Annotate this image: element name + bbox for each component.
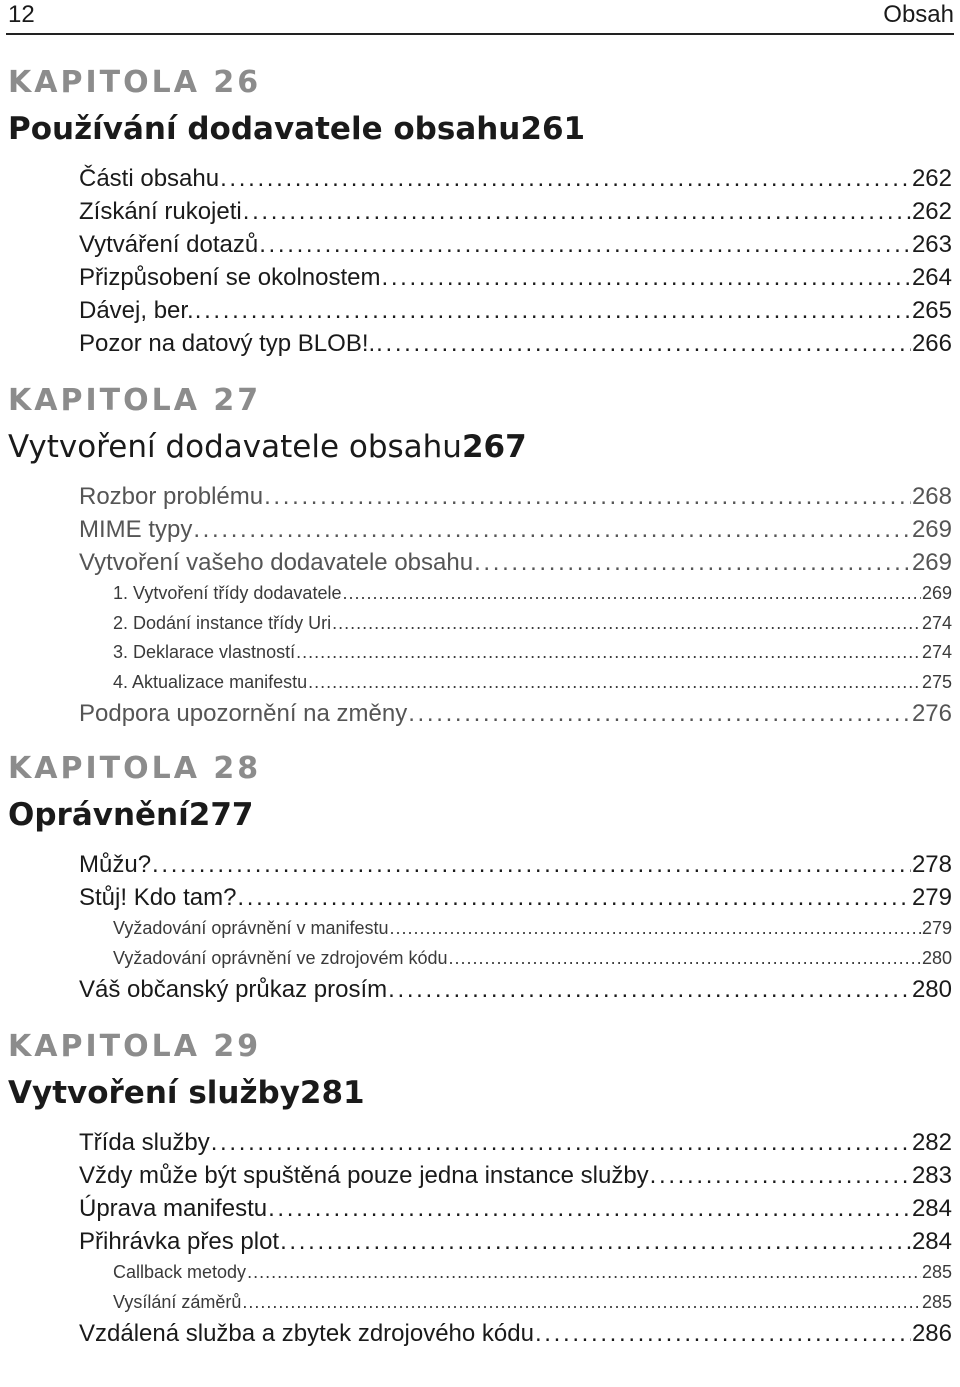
leader-dots: [193, 513, 911, 546]
entry-title: Vyžadování oprávnění v manifestu: [113, 918, 389, 938]
leader-dots: [449, 944, 921, 974]
chapter-label: KAPITOLA 29: [8, 1029, 262, 1064]
leader-dots: [268, 1192, 911, 1225]
chapter-26: [8, 60, 952, 360]
entry-page: 279: [921, 918, 952, 938]
entry-page: 275: [921, 671, 952, 692]
leader-dots: [237, 881, 911, 914]
entry-title: 2. Dodání instance třídy Uri: [113, 612, 332, 633]
leader-dots: [243, 195, 911, 228]
leader-dots: [211, 1126, 911, 1159]
entry-title: Vysílání záměrů: [113, 1291, 242, 1312]
leader-dots: [388, 973, 911, 1006]
toc-entry[interactable]: [8, 1317, 952, 1350]
entry-page: 274: [921, 642, 952, 662]
chapter-label: KAPITOLA 26: [8, 65, 262, 100]
chapter-28: [8, 746, 952, 1006]
entry-title: Vytváření dotazů: [79, 231, 259, 258]
toc-entry[interactable]: [8, 261, 952, 294]
toc-entry[interactable]: [8, 848, 952, 881]
leader-dots: [376, 327, 911, 360]
entry-page: 278: [911, 851, 952, 878]
chapter-label: KAPITOLA 27: [8, 383, 262, 418]
leader-dots: [408, 697, 911, 730]
leader-dots: [259, 228, 911, 261]
chapter-title[interactable]: [8, 792, 952, 838]
entry-title: Podpora upozornění na změny: [79, 700, 408, 727]
leader-dots: [242, 1288, 921, 1318]
toc-entry[interactable]: [8, 195, 952, 228]
section-name: Obsah: [883, 1, 954, 28]
chapter-page: 277: [188, 797, 254, 833]
leader-dots: [390, 914, 921, 944]
entry-title: Váš občanský průkaz prosím: [79, 976, 388, 1003]
toc-subentry[interactable]: [8, 579, 952, 609]
chapter-title-text: Oprávnění: [8, 797, 189, 833]
entry-title: Úprava manifestu: [79, 1195, 268, 1222]
entry-title: Stůj! Kdo tam?: [79, 884, 237, 911]
toc-entry[interactable]: [8, 1225, 952, 1258]
entry-page: 268: [911, 483, 952, 510]
toc-entry[interactable]: [8, 327, 952, 360]
entry-title: Callback metody: [113, 1262, 247, 1282]
entry-page: 283: [911, 1162, 952, 1189]
toc-entry[interactable]: [8, 162, 952, 195]
toc-subentry[interactable]: [8, 668, 952, 698]
toc-entry[interactable]: [8, 294, 952, 327]
entry-title: Vzdálená služba a zbytek zdrojového kódu: [79, 1320, 534, 1347]
entry-page: 282: [911, 1129, 952, 1156]
entry-title: Vždy může být spuštěná pouze jedna instance služby: [79, 1162, 649, 1189]
leader-dots: [296, 638, 921, 668]
leader-dots: [220, 162, 911, 195]
entry-page: 264: [911, 264, 952, 291]
entry-title: Můžu?: [79, 851, 152, 878]
leader-dots: [308, 668, 921, 698]
entry-title: Pozor na datový typ BLOB!.: [79, 330, 376, 357]
entry-title: Přihrávka přes plot: [79, 1228, 280, 1255]
entry-page: 269: [911, 549, 952, 576]
chapter-29: [8, 1024, 952, 1350]
leader-dots: [382, 261, 911, 294]
entry-page: 262: [911, 165, 952, 192]
toc-subentry[interactable]: [8, 1288, 952, 1318]
entry-title: MIME typy: [79, 516, 193, 543]
toc-entry[interactable]: [8, 697, 952, 730]
entry-page: 284: [911, 1228, 952, 1255]
entry-title: Části obsahu: [79, 165, 220, 192]
entry-page: 286: [911, 1320, 952, 1347]
leader-dots: [650, 1159, 911, 1192]
chapter-page: 261: [520, 111, 586, 147]
toc-subentry[interactable]: [8, 914, 952, 944]
table-of-contents: [8, 60, 952, 1350]
leader-dots: [474, 546, 911, 579]
entry-page: 266: [911, 330, 952, 357]
entry-title: Třída služby: [79, 1129, 210, 1156]
entry-title: Získání rukojeti: [79, 198, 242, 225]
entry-page: 276: [911, 700, 952, 727]
chapter-page: 281: [299, 1075, 365, 1111]
entry-title: 3. Deklarace vlastností: [113, 642, 296, 662]
chapter-title-text: Používání dodavatele obsahu: [8, 111, 521, 147]
entry-title: Vytvoření vašeho dodavatele obsahu: [79, 549, 474, 576]
toc-entry[interactable]: [8, 546, 952, 579]
entry-page: 279: [911, 884, 952, 911]
toc-entry[interactable]: [8, 1192, 952, 1225]
entry-page: 280: [911, 976, 952, 1003]
page-number: 12: [8, 1, 35, 28]
entry-page: 285: [921, 1262, 952, 1282]
entry-page: 269: [911, 516, 952, 543]
entry-page: 285: [921, 1291, 952, 1312]
leader-dots: [342, 579, 920, 609]
entry-page: 262: [911, 198, 952, 225]
entry-page: 274: [921, 612, 952, 633]
entry-page: 265: [911, 297, 952, 324]
entry-title: Dávej, ber.: [79, 297, 194, 324]
entry-page: 280: [921, 947, 952, 968]
toc-entry[interactable]: [8, 480, 952, 513]
entry-title: Rozbor problému: [79, 483, 264, 510]
toc-subentry[interactable]: [8, 638, 952, 668]
toc-entry[interactable]: [8, 1159, 952, 1192]
chapter-title-text: Vytvoření dodavatele obsahu: [8, 429, 462, 465]
leader-dots: [535, 1317, 911, 1350]
toc-subentry[interactable]: [8, 1258, 952, 1288]
leader-dots: [332, 609, 921, 639]
chapter-page: 267: [461, 429, 527, 465]
entry-title: Přizpůsobení se okolnostem: [79, 264, 381, 291]
leader-dots: [247, 1258, 921, 1288]
page-header: [6, 0, 954, 35]
chapter-title[interactable]: [8, 1070, 952, 1116]
chapter-label: KAPITOLA 28: [8, 751, 262, 786]
toc-entry[interactable]: [8, 1126, 952, 1159]
leader-dots: [264, 480, 911, 513]
leader-dots: [195, 294, 911, 327]
entry-title: 4. Aktualizace manifestu: [113, 671, 308, 692]
entry-title: 1. Vytvoření třídy dodavatele: [113, 583, 342, 603]
chapter-title[interactable]: [8, 106, 952, 152]
entry-page: 263: [911, 231, 952, 258]
chapter-title[interactable]: [8, 424, 952, 470]
toc-entry[interactable]: [8, 881, 952, 914]
entry-page: 269: [921, 583, 952, 603]
entry-title: Vyžadování oprávnění ve zdrojovém kódu: [113, 947, 448, 968]
leader-dots: [280, 1225, 911, 1258]
toc-entry[interactable]: [8, 228, 952, 261]
toc-subentry[interactable]: [8, 609, 952, 639]
chapter-27: [8, 378, 952, 730]
toc-subentry[interactable]: [8, 944, 952, 974]
chapter-title-text: Vytvoření služby: [8, 1075, 300, 1111]
toc-entry[interactable]: [8, 513, 952, 546]
entry-page: 284: [911, 1195, 952, 1222]
leader-dots: [152, 848, 911, 881]
toc-entry[interactable]: [8, 973, 952, 1006]
